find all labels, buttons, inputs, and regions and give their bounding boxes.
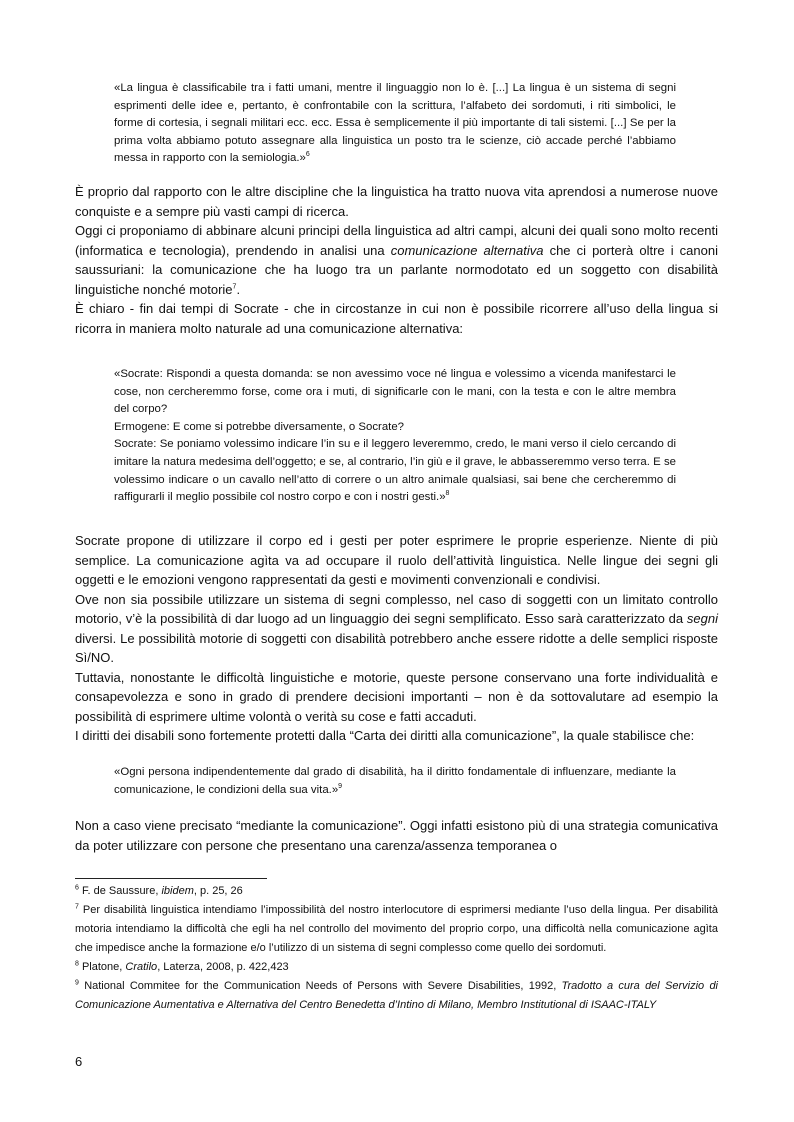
- paragraph: È chiaro - fin dai tempi di Socrate - che in circostanze in cui non è possibile ricorrere all’uso della lingua si ricorra in maniera molto naturale ad una comunicazione alternativa:: [75, 301, 718, 336]
- footnote-ref-7[interactable]: 7: [232, 283, 237, 291]
- emphasis-text: segni: [686, 611, 718, 626]
- quote-text: «Ogni persona indipendentemente dal grado di disabilità, ha il diritto fondamentale di influenzare, mediante la comunicazione, le condizioni della sua vita.»: [114, 766, 676, 796]
- page-number: 6: [75, 1054, 83, 1069]
- paragraph: Non a caso viene precisato “mediante la comunicazione”. Oggi infatti esistono più di una strategia comunicativa da poter utilizzare con persone che presentano una carenza/assenza temporanea o: [75, 818, 718, 853]
- quote-carta-diritti: [114, 764, 676, 799]
- paragraph: Socrate propone di utilizzare il corpo ed i gesti per poter esprimere le proprie esperienze. Niente di più semplice. La comunicazione agìta va ad occupare il ruolo dell’attività linguistica. Nelle lingue dei segni gli oggetti e le emozioni vengono rappresentati da gesti e movimenti convenzionali e condivisi.: [75, 533, 718, 587]
- footnote-7: $^7$ Per disabilità linguistica intendiamo l’impossibilità del nostro interlocutore di esprimersi mediante l’uso della lingua. Per disabilità motoria intendiamo la difficoltà che egli ha nel controllo del movimento del proprio corpo, una difficoltà nella comunicazione agìta che impedisce anche la formazione e/o l’utilizzo di un sistema di segni complesso come quello dei sordomuti.: [75, 903, 718, 954]
- quote-line: «Socrate: Rispondi a questa domanda: se non avessimo voce né lingua e volessimo a vicenda manifestarci le cose, non cercheremmo forse, come ora i muti, di significarle con le mani, con la testa e con le altre membra del corpo?: [114, 368, 676, 416]
- quote-line: Ermogene: E come si potrebbe diversamente, o Socrate?: [114, 420, 404, 433]
- paragraph: I diritti dei disabili sono fortemente protetti dalla “Carta dei diritti alla comunicazione”, la quale stabilisce che:: [75, 728, 695, 743]
- paragraph: Tuttavia, nonostante le difficoltà linguistiche e motorie, queste persone conservano una forte individualità e consapevolezza e sono in grado di prendere decisioni importanti – non è da sottovalutare ad esempio la possibilità di esprimere ultime volontà o verità su cose e fatti accaduti.: [75, 669, 718, 724]
- paragraph: Ove non sia possibile utilizzare un sistema di segni complesso, nel caso di soggetti con un limitato controllo motorio, v’è la possibilità di dar luogo ad un linguaggio dei segni semplificato. Esso sarà caratterizzato da segni diversi. Le possibilità motorie di soggetti con disabilità potrebbero anche essere ridotte a delle semplici risposte Sì/NO.: [75, 591, 718, 665]
- footnotes: [75, 882, 718, 1015]
- footnote-9: $^9$ National Commitee for the Communication Needs of Persons with Severe Disabilities, 1992, Tradotto a cura del Servizio di Comunicazione Aumentativa e Alternativa del Centro Benedetta d’Intino di Milano, Membro Institutional di ISAAC-ITALY: [75, 979, 719, 1011]
- footnote-divider: [75, 878, 267, 879]
- body-text-middle: [75, 531, 718, 746]
- emphasis-text: comunicazione alternativa: [390, 242, 544, 258]
- paragraph: Oggi ci proponiamo di abbinare alcuni principi della linguistica ad altri campi, alcuni dei quali sono molto recenti (informatica e tecnologia), prendendo in analisi una comunicazione alternativa che ci porterà oltre i canoni saussuriani: la comunicazione che ha luogo tra un parlante normodotato ed un soggetto con disabilità linguistiche nonché motorie$^7$.: [75, 223, 718, 297]
- paragraph: È proprio dal rapporto con le altre discipline che la linguistica ha tratto nuova vita aprendosi a numerose nuove conquiste e a sempre più vasti campi di ricerca.: [75, 184, 718, 219]
- quote-line: Socrate: Se poniamo volessimo indicare l’in su e il leggero leveremmo, credo, le mani verso il cielo cercando di imitare la natura medesima dell’oggetto; e se, al contrario, l’in giù e il grave, le abbasseremmo verso terra. E se volessimo indicare o un cavallo nell’atto di correre o un altro animale qualsiasi, sai bene che cercheremmo di raffigurarli il meglio possibile col nostro corpo e con i nostri gesti.»$^8$: [114, 438, 676, 504]
- quote-socrate: [114, 366, 676, 507]
- footnote-6: $^6$ F. de Saussure, ibidem, p. 25, 26: [75, 884, 243, 897]
- footnote-ref-9[interactable]: 9: [338, 782, 343, 790]
- footnote-8: $^8$ Platone, Cratilo, Laterza, 2008, p. 422,423: [75, 960, 289, 973]
- quote-saussure: [114, 80, 676, 168]
- footnote-ref-8[interactable]: 8: [445, 490, 450, 498]
- body-text-upper: [75, 182, 718, 338]
- body-text-lower: [75, 816, 718, 855]
- quote-text: «La lingua è classificabile tra i fatti umani, mentre il linguaggio non lo è. [...] La lingua è un sistema di segni esprimenti delle idee e, pertanto, è confrontabile con la scrittura, l’alfabeto dei sordomuti, i riti simbolici, le forme di cortesia, i segnali militari ecc. ecc. Essa è semplicemente il più importante di tali sistemi. [...] Se per la prima volta abbiamo potuto assegnare alla linguistica un posto tra le scienze, ciò accade perché l’abbiamo messa in rapporto con la semiologia.»: [114, 82, 676, 165]
- footnote-ref-6[interactable]: 6: [305, 151, 310, 159]
